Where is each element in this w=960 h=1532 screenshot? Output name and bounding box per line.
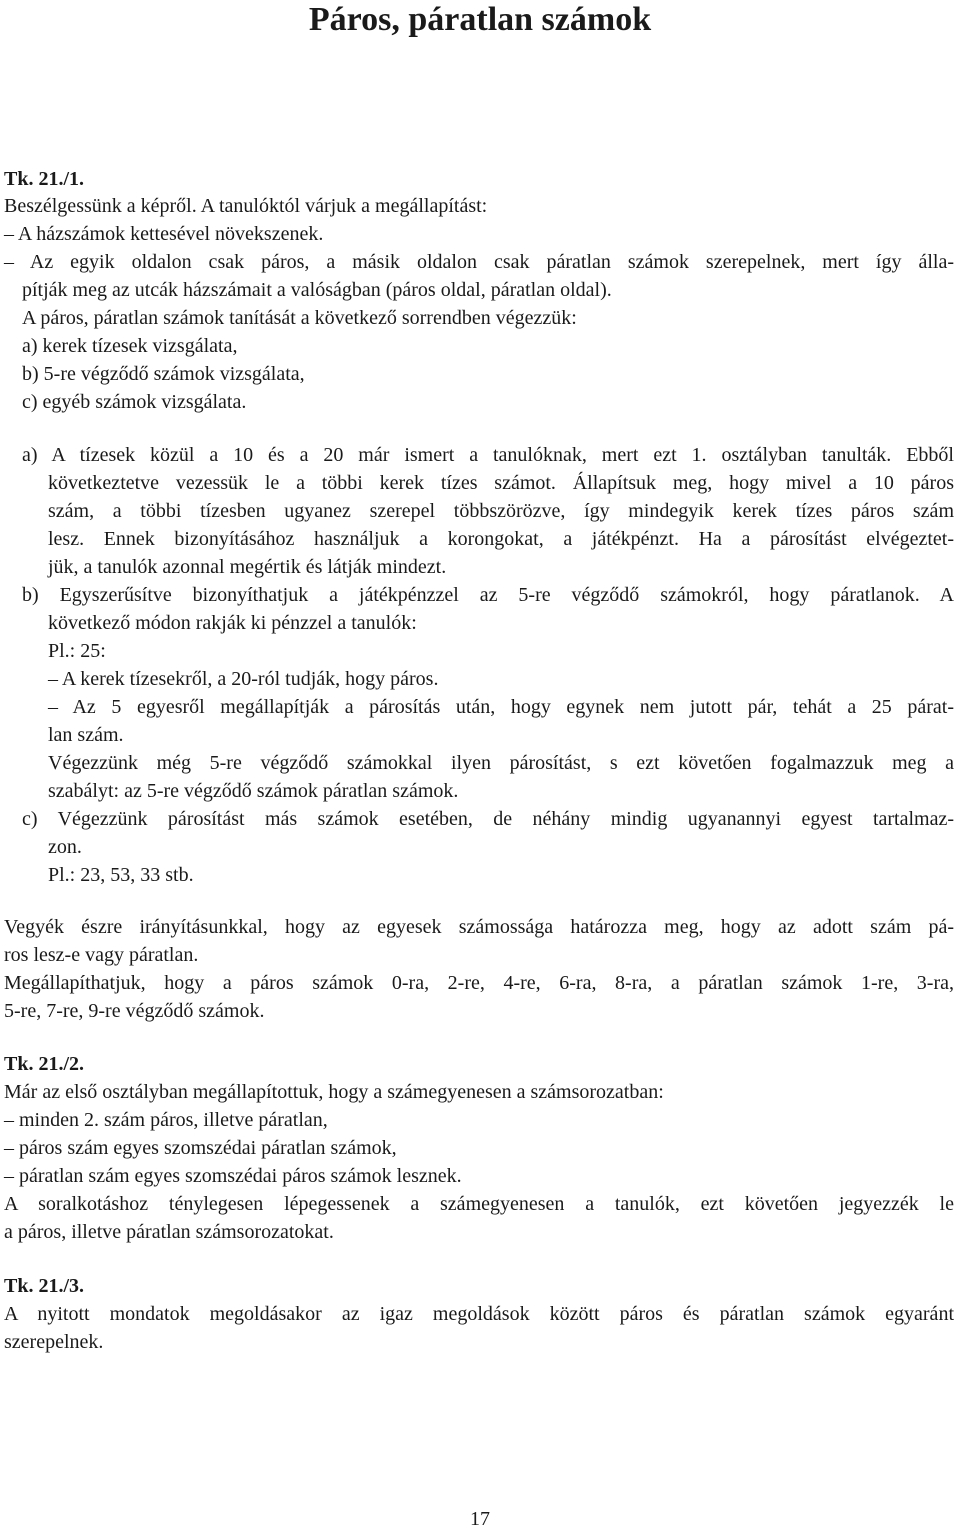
text-line: lan szám. bbox=[48, 724, 124, 746]
text-line: A páros, páratlan számok tanítását a következő sorrendben végezzük: bbox=[22, 307, 577, 329]
text-line: Vegyék észre irányításunkkal, hogy az egyesek számossága határozza meg, hogy az adott szám pá- bbox=[4, 916, 954, 938]
text-line: – A kerek tízesekről, a 20-ról tudják, hogy páros. bbox=[48, 668, 439, 690]
text-line: ros lesz-e vagy páratlan. bbox=[4, 944, 199, 966]
page-title: Páros, páratlan számok bbox=[308, 1, 652, 38]
list-item: a) kerek tízesek vizsgálata, bbox=[22, 335, 238, 357]
text-line: c) Végezzünk párosítást más számok esetében, de néhány mindig ugyanannyi egyest tartalmaz- bbox=[22, 808, 954, 830]
text-line: Már az első osztályban megállapítottuk, hogy a számegyenesen a számsorozatban: bbox=[4, 1081, 664, 1103]
text-line: – Az 5 egyesről megállapítják a párosítás után, hogy egynek nem jutott pár, tehát a 25 párat- bbox=[48, 696, 954, 718]
text-line: Megállapíthatjuk, hogy a páros számok 0-ra, 2-re, 4-re, 6-ra, 8-ra, a páratlan számok 1-re, 3-ra, bbox=[4, 972, 954, 994]
section-1-heading: Tk. 21./1. bbox=[4, 168, 85, 190]
text-line: – Az egyik oldalon csak páros, a másik oldalon csak páratlan számok szerepelnek, mert így álla- bbox=[4, 251, 954, 273]
list-item: b) 5-re végződő számok vizsgálata, bbox=[22, 363, 305, 385]
text-line: A nyitott mondatok megoldásakor az igaz megoldások között páros és páratlan számok egyaránt bbox=[4, 1303, 954, 1325]
list-item: – páratlan szám egyes szomszédai páros számok lesznek. bbox=[4, 1165, 462, 1187]
section-2-heading: Tk. 21./2. bbox=[4, 1053, 85, 1075]
text-line: jük, a tanulók azonnal megértik és látják mindezt. bbox=[48, 556, 447, 578]
text-line: pítják meg az utcák házszámait a valóságban (páros oldal, páratlan oldal). bbox=[22, 279, 612, 301]
text-line: b) Egyszerűsítve bizonyíthatjuk a játékpénzzel az 5-re végződő számokról, hogy páratlanok. A bbox=[22, 584, 954, 606]
list-item: – minden 2. szám páros, illetve páratlan, bbox=[4, 1109, 328, 1131]
text-line: szerepelnek. bbox=[4, 1331, 104, 1353]
text-line: Pl.: 25: bbox=[48, 640, 106, 662]
text-line: szabályt: az 5-re végződő számok páratlan számok. bbox=[48, 780, 459, 802]
list-item: c) egyéb számok vizsgálata. bbox=[22, 391, 247, 413]
text-line: a páros, illetve páratlan számsorozatokat. bbox=[4, 1221, 334, 1243]
text-line: Pl.: 23, 53, 33 stb. bbox=[48, 864, 194, 886]
text-line: zon. bbox=[48, 836, 82, 858]
text-line: – A házszámok kettesével növekszenek. bbox=[4, 223, 324, 245]
page-number: 17 bbox=[470, 1508, 490, 1530]
text-line: lesz. Ennek bizonyításához használjuk a korongokat, a játékpénzt. Ha a párosítást elvégeztet- bbox=[48, 528, 954, 550]
text-line: következtetve vezessük le a többi kerek tízes számot. Állapítsuk meg, hogy mivel a 10 páros bbox=[48, 472, 954, 494]
list-item: – páros szám egyes szomszédai páratlan számok, bbox=[4, 1137, 397, 1159]
section-3-heading: Tk. 21./3. bbox=[4, 1275, 85, 1297]
text-line: A soralkotáshoz ténylegesen lépegessenek a számegyenesen a tanulók, ezt követően jegyezzék le bbox=[4, 1193, 954, 1215]
text-line: Beszélgessünk a képről. A tanulóktól várjuk a megállapítást: bbox=[4, 195, 488, 217]
text-line: 5-re, 7-re, 9-re végződő számok. bbox=[4, 1000, 265, 1022]
text-line: következő módon rakják ki pénzzel a tanulók: bbox=[48, 612, 417, 634]
text-line: a) A tízesek közül a 10 és a 20 már ismert a tanulóknak, mert ezt 1. osztályban tanulták. Ebből bbox=[22, 444, 954, 466]
text-line: Végezzünk még 5-re végződő számokkal ilyen párosítást, s ezt követően fogalmazzuk meg a bbox=[48, 752, 954, 774]
text-line: szám, a többi tízesben ugyanez szerepel többszörözve, így mindegyik kerek tízes páros szám bbox=[48, 500, 954, 522]
